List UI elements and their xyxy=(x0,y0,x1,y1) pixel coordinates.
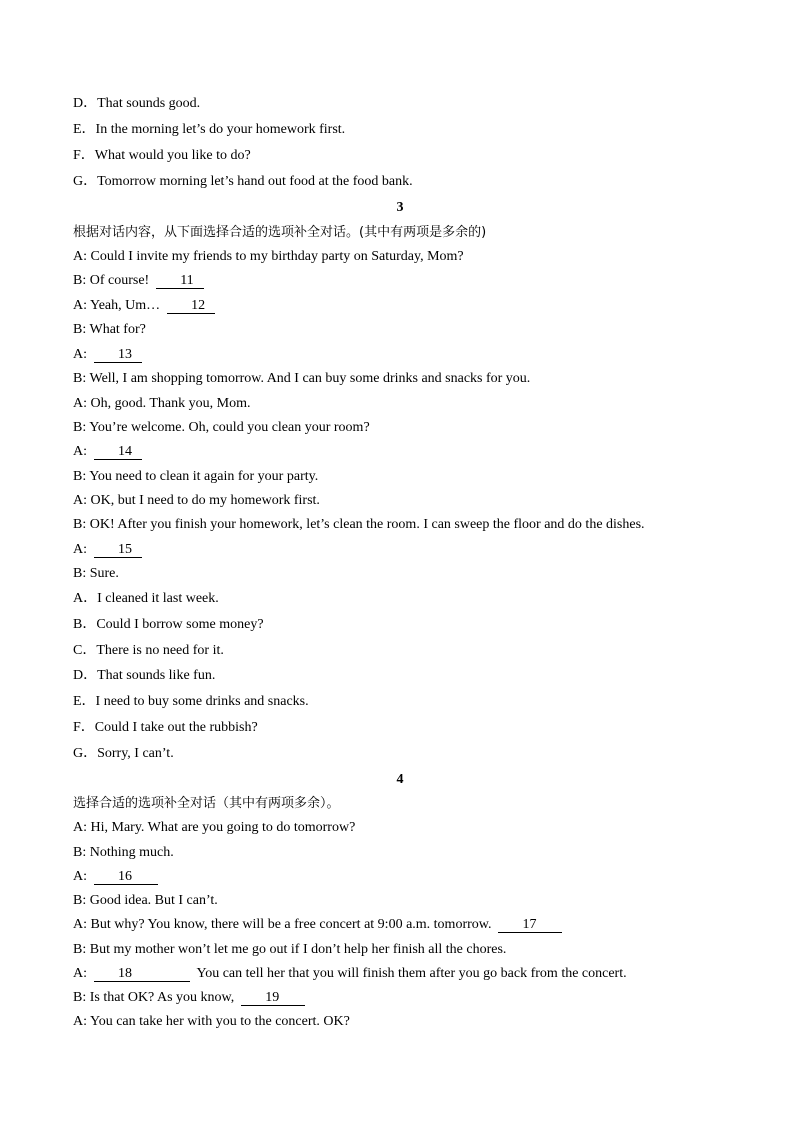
answer-blank: 15 xyxy=(94,542,142,558)
dialog-line: A: 16 xyxy=(73,868,158,886)
option-line: E．I need to buy some drinks and snacks. xyxy=(73,694,309,709)
option-line: D．That sounds good. xyxy=(73,96,201,111)
answer-blank: 13 xyxy=(94,347,142,363)
option-line: B．Could I borrow some money? xyxy=(73,617,264,632)
option-line: G．Sorry, I can’t. xyxy=(73,746,174,761)
dialog-line: B: You need to clean it again for your party. xyxy=(73,469,319,484)
option-line: C．There is no need for it. xyxy=(73,643,224,658)
dialog-line: A: 18 You can tell her that you will finish them after you go back from the concert. xyxy=(73,966,627,981)
dialog-line: B: Good idea. But I can’t. xyxy=(73,893,218,908)
dialog-line: B: OK! After you finish your homework, let’s clean the room. I can sweep the floor and do the dishes. xyxy=(73,517,645,532)
dialog-line: A: 15 xyxy=(73,541,142,559)
answer-blank: 17 xyxy=(498,917,562,933)
section-number: 3 xyxy=(396,200,404,215)
option-line: E．In the morning let’s do your homework first. xyxy=(73,122,346,137)
answer-blank: 16 xyxy=(94,869,158,885)
answer-blank: 19 xyxy=(241,990,305,1006)
answer-blank: 18 xyxy=(94,966,190,982)
dialog-line: A: Oh, good. Thank you, Mom. xyxy=(73,396,251,411)
dialog-line: B: What for? xyxy=(73,322,146,337)
dialog-line: A: 14 xyxy=(73,443,142,461)
dialog-line: B: Is that OK? As you know, 19 xyxy=(73,989,305,1007)
dialog-line: A: 13 xyxy=(73,346,142,364)
section-number: 4 xyxy=(396,772,404,787)
dialog-line: B: Nothing much. xyxy=(73,845,174,860)
answer-blank: 11 xyxy=(156,273,204,289)
dialog-line: B: Well, I am shopping tomorrow. And I can buy some drinks and snacks for you. xyxy=(73,371,531,386)
dialog-line: A: OK, but I need to do my homework first. xyxy=(73,493,320,508)
section-instruction: 根据对话内容，从下面选择合适的选项补全对话。(其中有两项是多余的) xyxy=(73,225,487,240)
dialog-line: B: But my mother won’t let me go out if I don’t help her finish all the chores. xyxy=(73,942,507,957)
dialog-line: A: You can take her with you to the concert. OK? xyxy=(73,1014,350,1029)
section-instruction: 选择合适的选项补全对话（其中有两项多余）。 xyxy=(73,796,340,811)
option-line: G．Tomorrow morning let’s hand out food at the food bank. xyxy=(73,174,413,189)
dialog-line: A: Hi, Mary. What are you going to do tomorrow? xyxy=(73,820,356,835)
dialog-line: B: Of course! 11 xyxy=(73,272,204,290)
dialog-line: B: Sure. xyxy=(73,566,119,581)
dialog-line: A: Yeah, Um… 12 xyxy=(73,297,215,315)
option-line: F．What would you like to do? xyxy=(73,148,251,163)
option-line: F．Could I take out the rubbish? xyxy=(73,720,258,735)
answer-blank: 12 xyxy=(167,298,215,314)
dialog-line: A: Could I invite my friends to my birthday party on Saturday, Mom? xyxy=(73,249,464,264)
dialog-line: B: You’re welcome. Oh, could you clean your room? xyxy=(73,420,370,435)
dialog-line: A: But why? You know, there will be a free concert at 9:00 a.m. tomorrow. 17 xyxy=(73,916,562,934)
answer-blank: 14 xyxy=(94,444,142,460)
option-line: A．I cleaned it last week. xyxy=(73,591,219,606)
option-line: D．That sounds like fun. xyxy=(73,668,216,683)
